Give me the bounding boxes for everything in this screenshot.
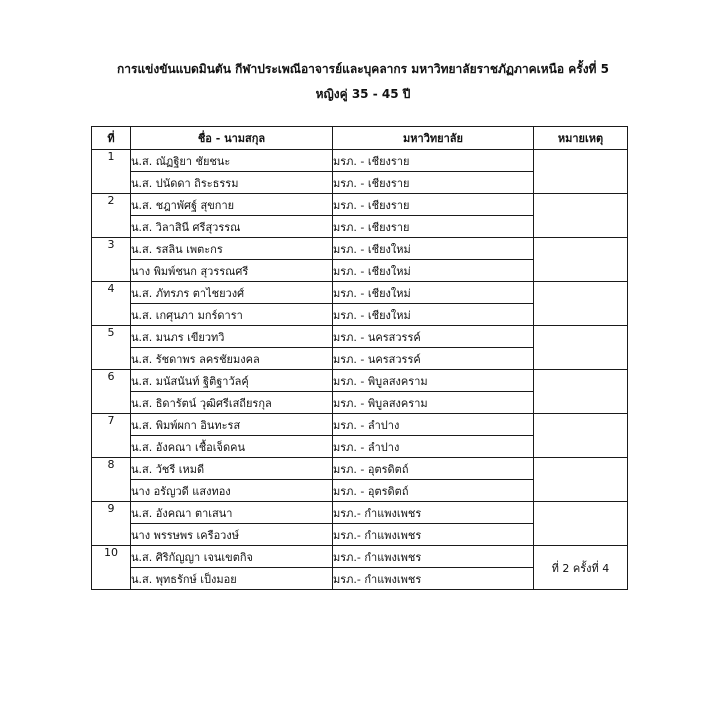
team-number: 4 [92, 282, 131, 326]
team-remark [534, 458, 628, 502]
table-row [92, 414, 628, 436]
player-university: มรภ. - อุตรดิตถ์ [333, 458, 534, 480]
team-remark [534, 370, 628, 414]
team-remark [534, 414, 628, 458]
player-university: มรภ.- กำแพงเพชร [333, 546, 534, 568]
table-row [92, 326, 628, 348]
page-subtitle: หญิงคู่ 35 - 45 ปี [315, 87, 411, 101]
team-remark [534, 194, 628, 238]
player-name: น.ส. ธิดารัตน์ วุฒิศรีเสถียรกุล [131, 392, 333, 414]
player-name: น.ส. วัชรี เหมดี [131, 458, 333, 480]
team-number: 6 [92, 370, 131, 414]
player-university: มรภ. - เชียงใหม่ [333, 260, 534, 282]
player-name: น.ส. รสลิน เพตะกร [131, 238, 333, 260]
header-row [92, 127, 628, 150]
team-remark [534, 326, 628, 370]
team-remark: ที่ 2 ครั้งที่ 4 [534, 546, 628, 590]
header-name: ชื่อ - นามสกุล [131, 127, 333, 150]
player-name: น.ส. อังคณา เชื้อเจ็ดคน [131, 436, 333, 458]
table-row [92, 458, 628, 480]
table-row [92, 546, 628, 568]
player-name: น.ส. อังคณา ตาเสนา [131, 502, 333, 524]
team-remark [534, 150, 628, 194]
table-row [92, 194, 628, 216]
player-name: น.ส. มนัสนันท์ ฐิติฐาวัลคุ์ [131, 370, 333, 392]
player-university: มรภ. - นครสวรรค์ [333, 348, 534, 370]
player-name: นาง พรรษพร เครือวงษ์ [131, 524, 333, 546]
player-name: น.ส. ชฎาพัศฐ์ สุขกาย [131, 194, 333, 216]
player-university: มรภ. - พิบูลสงคราม [333, 392, 534, 414]
team-remark [534, 238, 628, 282]
player-university: มรภ. - ลำปาง [333, 436, 534, 458]
team-remark [534, 282, 628, 326]
table-row [92, 370, 628, 392]
header-no: ที่ [92, 127, 131, 150]
player-university: มรภ. - เชียงใหม่ [333, 304, 534, 326]
player-university: มรภ. - เชียงใหม่ [333, 282, 534, 304]
player-name: นาง พิมพ์ชนก สุวรรณศรี [131, 260, 333, 282]
player-university: มรภ. - เชียงราย [333, 194, 534, 216]
player-university: มรภ.- กำแพงเพชร [333, 568, 534, 590]
team-number: 9 [92, 502, 131, 546]
player-name: น.ส. วิลาสินี ศรีสุวรรณ [131, 216, 333, 238]
team-number: 1 [92, 150, 131, 194]
table-row [92, 150, 628, 172]
player-university: มรภ. - เชียงใหม่ [333, 238, 534, 260]
team-number: 5 [92, 326, 131, 370]
table-row [92, 282, 628, 304]
player-university: มรภ. - เชียงราย [333, 150, 534, 172]
player-university: มรภ.- กำแพงเพชร [333, 524, 534, 546]
header-university: มหาวิทยาลัย [333, 127, 534, 150]
player-university: มรภ. - ลำปาง [333, 414, 534, 436]
team-number: 10 [92, 546, 131, 590]
team-number: 8 [92, 458, 131, 502]
player-name: น.ส. พุทธรักษ์ เป็งมอย [131, 568, 333, 590]
player-name: น.ส. ภัทรภร ตาไชยวงศ์ [131, 282, 333, 304]
player-name: น.ส. รัชดาพร ลครชัยมงคล [131, 348, 333, 370]
player-name: น.ส. ศิริกัญญา เจนเขตกิจ [131, 546, 333, 568]
player-university: มรภ. - เชียงราย [333, 216, 534, 238]
team-number: 7 [92, 414, 131, 458]
team-number: 3 [92, 238, 131, 282]
player-name: น.ส. มนภร เขียวทวิ [131, 326, 333, 348]
player-university: มรภ. - เชียงราย [333, 172, 534, 194]
player-name: น.ส. เกศุนภา มกร์ดารา [131, 304, 333, 326]
player-university: มรภ. - พิบูลสงคราม [333, 370, 534, 392]
roster-table [91, 126, 628, 590]
table-row [92, 502, 628, 524]
table-row [92, 238, 628, 260]
team-remark [534, 502, 628, 546]
player-name: น.ส. ปนัดดา ถิระธรรม [131, 172, 333, 194]
player-university: มรภ.- กำแพงเพชร [333, 502, 534, 524]
header-remark: หมายเหตุ [534, 127, 628, 150]
page-title: การแข่งขันแบดมินตัน กีฬาประเพณีอาจารย์และบุคลากร มหาวิทยาลัยราชภัฏภาคเหนือ ครั้งที่ 5 [117, 62, 609, 76]
player-name: นาง อรัญวดี แสงทอง [131, 480, 333, 502]
player-name: น.ส. ณัฏฐิยา ชัยชนะ [131, 150, 333, 172]
player-university: มรภ. - อุตรดิตถ์ [333, 480, 534, 502]
player-university: มรภ. - นครสวรรค์ [333, 326, 534, 348]
player-name: น.ส. พิมพ์ผกา อินทะรส [131, 414, 333, 436]
team-number: 2 [92, 194, 131, 238]
